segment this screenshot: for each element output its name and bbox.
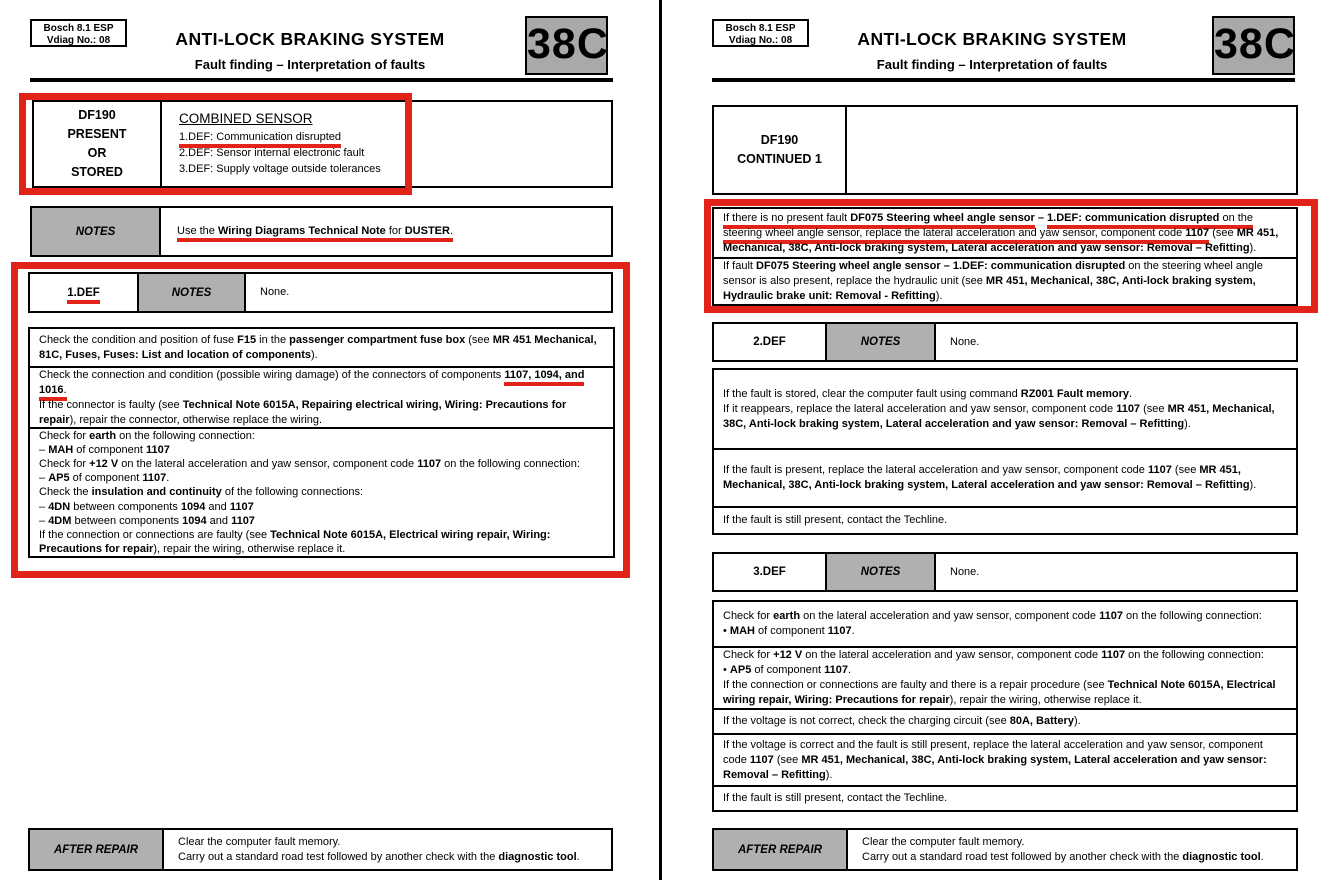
header-title-block [127, 29, 493, 72]
procedure-step: If fault DF075 Steering wheel angle sensor – 1.DEF: communication disrupted on the steering wheel angle sensor is also present, replace the hydraulic unit (see MR 451, Mechanical, 38C, Anti-lock braking system, Hydraulic brake unit: Removal - Refitting). [714, 257, 1296, 304]
combined-sensor-title: COMBINED SENSOR [179, 111, 313, 126]
def-line-2: 2.DEF: Sensor internal electronic fault [179, 147, 365, 159]
fault-code-line: DF190 [760, 133, 799, 147]
page-title: ANTI-LOCK BRAKING SYSTEM [857, 29, 1127, 49]
fault-code-line: DF190 [78, 108, 116, 122]
procedure-step: If the fault is still present, contact the Techline. [714, 506, 1296, 533]
procedure-step: If the fault is still present, contact the Techline. [714, 785, 1296, 810]
unit-line1: Bosch 8.1 ESP [725, 23, 796, 34]
section-code-badge: 38C [1212, 16, 1295, 75]
procedure-table-continued [712, 207, 1298, 306]
fault-header-table [712, 105, 1298, 195]
unit-line2: Vdiag No.: 08 [728, 34, 793, 46]
notes-label: NOTES [32, 208, 159, 255]
fault-desc-cell [160, 102, 611, 186]
procedure-step: Check the connection and condition (possible wiring damage) of the connectors of components 1107, 1094, and 1016. If the connector is faulty (see Technical Note 6015A, Repairing electrical wiring, Wiring: Precautions for repair), repair the connector, otherwise replace the wiring. [30, 366, 613, 427]
fault-code-line: STORED [71, 165, 123, 179]
page-title: ANTI-LOCK BRAKING SYSTEM [175, 29, 445, 49]
procedure-table-def1 [28, 327, 615, 558]
def3-row [712, 552, 1298, 592]
after-repair-label: AFTER REPAIR [30, 830, 162, 869]
procedure-step: If the voltage is correct and the fault is still present, replace the lateral acceleration and yaw sensor, component code 1107 (see MR 451, Mechanical, 38C, Anti-lock braking system, Lateral acceleration and yaw sensor: Removal – Refitting). [714, 733, 1296, 785]
fault-code-line: OR [87, 146, 107, 160]
none-text: None. [934, 554, 1296, 590]
procedure-step: Check the condition and position of fuse F15 in the passenger compartment fuse box (see MR 451 Mechanical, 81C, Fuses, Fuses: List and location of components). [39, 333, 597, 361]
notes-sentence: Use the Wiring Diagrams Technical Note for DUSTER. [177, 224, 599, 239]
procedure-table-def3 [712, 600, 1298, 812]
header-rule [712, 78, 1295, 82]
header-rule [30, 78, 613, 82]
fault-code-cell [34, 102, 160, 186]
after-repair-label: AFTER REPAIR [714, 830, 846, 869]
def-line-1: 1.DEF: Communication disrupted [179, 129, 611, 145]
procedure-step: Check for +12 V on the lateral acceleration and yaw sensor, component code 1107 on the following connection: • AP5 of component 1107. If the connection or connections are faulty and there is a repair procedure (see Technical Note 6015A, Electrical wiring repair, Wiring: Precautions for repair), repair the wiring, otherwise replace it. [714, 646, 1296, 708]
def1-label: 1.DEF [30, 274, 137, 311]
notes-label: NOTES [825, 324, 934, 360]
procedure-step: If there is no present fault DF075 Steering wheel angle sensor – 1.DEF: communication disrupted on the steering wheel angle sensor, replace the lateral acceleration and yaw sensor, component code 1107 (see MR 451, Mechanical, 38C, Anti-lock braking system, Lateral acceleration and yaw sensor: Removal – Refitting). [723, 211, 1279, 254]
none-text: None. [244, 274, 611, 311]
unit-line2: Vdiag No.: 08 [46, 34, 111, 46]
procedure-step: If the voltage is not correct, check the charging circuit (see 80A, Battery). [714, 708, 1296, 733]
def2-label: 2.DEF [753, 336, 786, 348]
fault-desc-cell-empty [845, 107, 1296, 193]
notes-label: NOTES [825, 554, 934, 590]
page-subtitle: Fault finding – Interpretation of faults [194, 57, 426, 72]
def2-row [712, 322, 1298, 362]
after-repair-text: Clear the computer fault memory. Carry out a standard road test followed by another check with the diagnostic tool. [846, 830, 1296, 869]
none-text: None. [934, 324, 1296, 360]
after-repair-text: Clear the computer fault memory. Carry out a standard road test followed by another check with the diagnostic tool. [162, 830, 611, 869]
after-repair-row [712, 828, 1298, 871]
header-title-block [809, 29, 1175, 72]
section-code-badge: 38C [525, 16, 608, 75]
unit-line1: Bosch 8.1 ESP [43, 23, 114, 34]
procedure-step: If the fault is present, replace the lateral acceleration and yaw sensor, component code 1107 (see MR 451, Mechanical, 38C, Anti-lock braking system, Lateral acceleration and yaw sensor: Removal – Refitting). [714, 448, 1296, 506]
procedure-table-def2 [712, 368, 1298, 535]
fault-code-cell [714, 107, 845, 193]
page-divider [659, 0, 662, 880]
procedure-step: If the fault is stored, clear the computer fault using command RZ001 Fault memory. If it reappears, replace the lateral acceleration and yaw sensor, component code 1107 (see MR 451, Mechanical, 38C, Anti-lock braking system, Lateral acceleration and yaw sensor: Removal – Refitting). [723, 387, 1275, 430]
procedure-step: Check for earth on the following connection: – MAH of component 1107 Check for +12 V on the lateral acceleration and yaw sensor, component code 1107 on the following connection: – AP5 of component 1107. Check the insulation and continuity of the following connections: – 4DN between components 1094 and 1107 – 4DM between components 1094 and 1107 If the connection or connections are faulty (see Technical Note 6015A, Electrical wiring repair, Wiring: Precautions for repair), repair the wiring, otherwise replace it. [30, 427, 613, 556]
procedure-step: Check for earth on the lateral acceleration and yaw sensor, component code 1107 on the following connection: • MAH of component 1107. [723, 610, 1262, 637]
page-subtitle: Fault finding – Interpretation of faults [876, 57, 1108, 72]
vehicle-unit-box [712, 19, 809, 47]
page-right [660, 0, 1320, 880]
fault-header-table [32, 100, 613, 188]
def3-label: 3.DEF [753, 566, 786, 578]
def1-row [28, 272, 613, 313]
def-line-3: 3.DEF: Supply voltage outside tolerances [179, 163, 381, 175]
notes-row [30, 206, 613, 257]
notes-label: NOTES [137, 274, 244, 311]
notes-text [159, 208, 611, 255]
fault-code-line: CONTINUED 1 [737, 152, 822, 166]
vehicle-unit-box [30, 19, 127, 47]
fault-code-line: PRESENT [67, 127, 127, 141]
after-repair-row [28, 828, 613, 871]
